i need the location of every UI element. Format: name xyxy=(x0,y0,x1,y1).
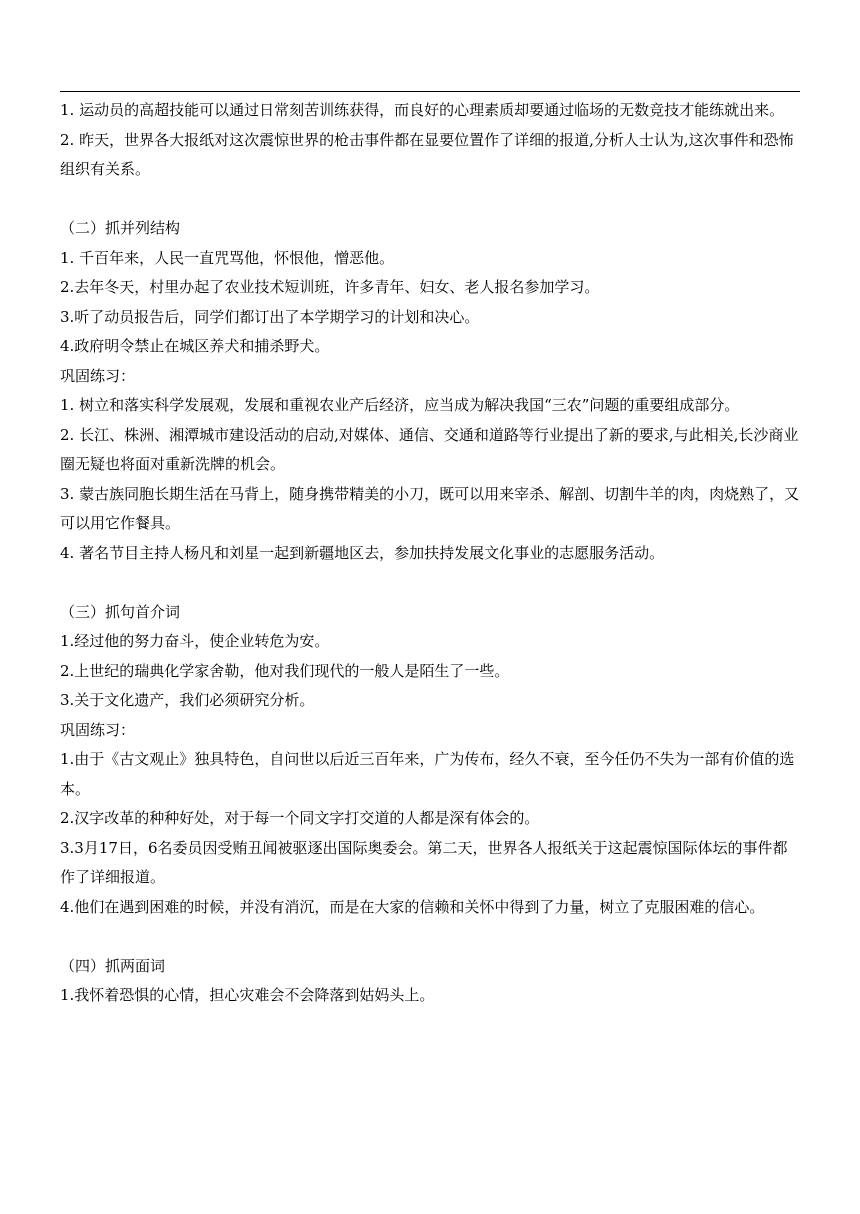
list-item: 3.关于文化遗产，我们必须研究分析。 xyxy=(60,691,315,709)
practice-label: 巩固练习： xyxy=(60,720,136,739)
list-item: 4.政府明令禁止在城区养犬和捕杀野犬。 xyxy=(60,337,330,355)
practice-label: 巩固练习： xyxy=(60,366,136,385)
practice-item: 4.他们在遇到困难的时候，并没有消沉，而是在大家的信赖和关怀中得到了力量，树立了克服困难的信心。 xyxy=(60,897,765,916)
section-heading: （三）抓句首介词 xyxy=(60,602,181,621)
list-item: 2.上世纪的瑞典化学家舍勒，他对我们现代的一般人是陌生了一些。 xyxy=(60,661,510,680)
list-item: 1. 千百年来，人民一直咒骂他，怀恨他，憎恶他。 xyxy=(60,248,395,267)
list-item: 3.听了动员报告后，同学们都订出了本学期学习的计划和决心。 xyxy=(60,307,480,326)
section-heading: （二）抓并列结构 xyxy=(60,219,181,237)
paragraph: 2. 昨天，世界各大报纸对这次震惊世界的枪击事件都在显要位置作了详细的报道,分析人士认为,这次事件和恐怖组织有关系。 xyxy=(60,130,794,178)
list-item: 2.去年冬天，村里办起了农业技术短训班，许多青年、妇女、老人报名参加学习。 xyxy=(60,278,600,296)
practice-item: 2. 长江、株洲、湘潭城市建设活动的启动,对媒体、通信、交通和道路等行业提出了新的要求,与此相关,长沙商业圈无疑也将面对重新洗牌的机会。 xyxy=(60,425,799,473)
list-item: 1.我怀着恐惧的心情，担心灾难会不会降落到姑妈头上。 xyxy=(60,986,435,1004)
blank-line xyxy=(60,185,802,215)
list-item: 1.经过他的努力奋斗，使企业转危为安。 xyxy=(60,632,330,650)
practice-item: 1. 树立和落实科学发展观，发展和重视农业产后经济，应当成为解决我国“三农”问题的重要组成部分。 xyxy=(60,396,740,414)
document-body xyxy=(60,96,802,1011)
blank-line xyxy=(60,568,802,598)
practice-item: 4. 著名节目主持人杨凡和刘星一起到新疆地区去，参加扶持发展文化事业的志愿服务活动。 xyxy=(60,543,665,562)
blank-line xyxy=(60,922,802,952)
practice-item: 2.汉字改革的种种好处，对于每一个同文字打交道的人都是深有体会的。 xyxy=(60,809,540,827)
section-heading: （四）抓两面词 xyxy=(60,956,166,975)
paragraph: 1. 运动员的高超技能可以通过日常刻苦训练获得，而良好的心理素质却要通过临场的无数竞技才能练就出来。 xyxy=(60,101,785,119)
practice-item: 1.由于《古文观止》独具特色，自问世以后近三百年来，广为传布，经久不衰，至今任仍不失为一部有价值的选本。 xyxy=(60,750,795,798)
practice-item: 3.3月17日，6名委员因受贿丑闻被驱逐出国际奥委会。第二天，世界各人报纸关于这起震惊国际体坛的事件都作了详细报道。 xyxy=(60,838,788,886)
header-rule xyxy=(60,91,800,92)
practice-item: 3. 蒙古族同胞长期生活在马背上，随身携带精美的小刀，既可以用来宰杀、解剖、切割牛羊的肉，肉烧熟了，又可以用它作餐具。 xyxy=(60,484,800,532)
